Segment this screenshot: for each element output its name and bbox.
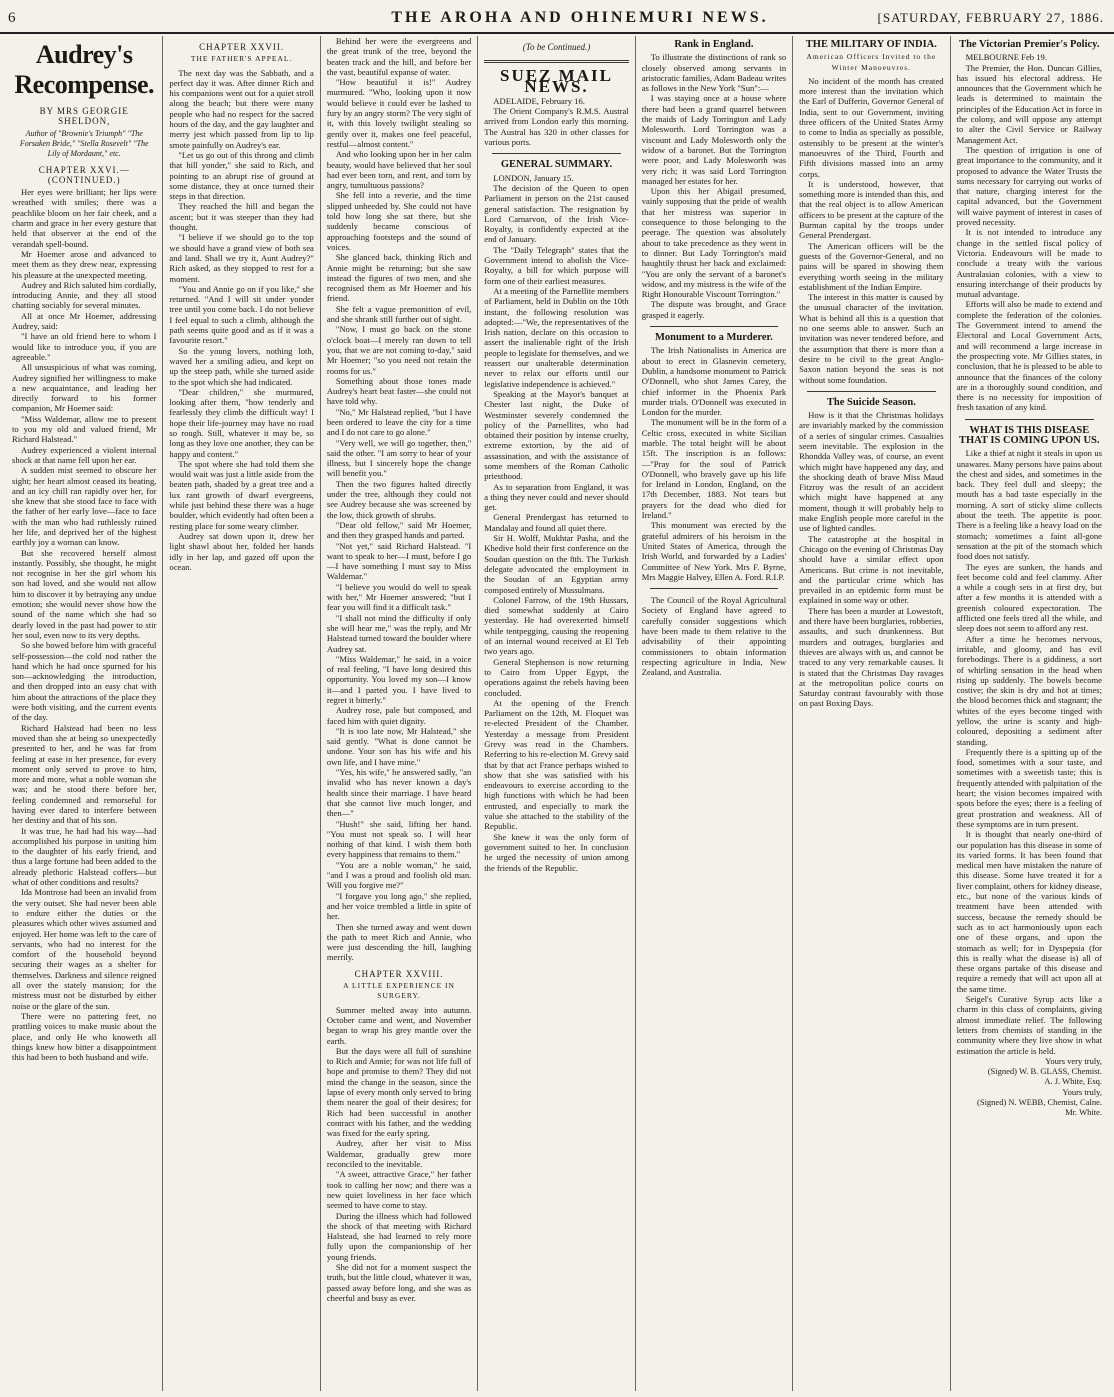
serial-title: Audrey's Recompense. <box>14 40 155 99</box>
paragraph: (Signed) W. B. GLASS, Chemist. <box>987 1066 1102 1077</box>
paragraph: "You are a noble woman," he said, "and I was a proud and foolish old man. Will you forgive me?" <box>326 859 472 891</box>
paragraph: "Yes, his wife," he answered sadly, "an invalid who has never known a day's health since their marriage. I have heard that she cannot live much longer, and then—" <box>326 767 472 819</box>
chapter-heading: CHAPTER XXVIII. <box>354 968 444 979</box>
paragraph: Audrey and Rich saluted him cordially, introducing Annie, and they all stood chatting sociably for several minutes. <box>12 279 157 311</box>
disease-signatures <box>957 1056 1102 1118</box>
paragraph: Audrey sat down upon it, drew her light shawl about her, folded her hands idly in her lap, and gazed off upon the ocean. <box>169 530 314 572</box>
paragraph: Behind her were the evergreens and the great trunk of the tree, beyond the beaten track and the hill, and before her the vast, beautiful expanse of water. <box>326 36 472 77</box>
paragraph: "Miss Waldemar," he said, in a voice of real feeling, "I have long desired this opportunity. You loved my son—I know it—and I parted you. I have lived to regret it bitterly." <box>326 653 472 705</box>
paragraph: She knew it was the only form of government suited to her. In conclusion he urged the necessity of union among the friends of the Republic. <box>484 831 629 873</box>
disease-text <box>957 448 1102 1056</box>
paragraph: Audrey experienced a violent internal shock at that name fell upon her ear. <box>12 444 157 465</box>
paragraph: Ida Montrose had been an invalid from the very outset. She had never been able to endure either the duties or the pleasures which other wives assumed and enjoyed. Her home was left to the care of servants, who had no interest for the comfort of the household beyond securing their wages as a shelter for themselves. Darkness and silence reigned all over the stately mansion; for the mistress must not be disturbed by either noise or the glare of the sun. <box>12 887 157 1011</box>
paragraph: The next day was the Sabbath, and a perfect day it was. After dinner Rich and his companions went out for a quiet stroll along the beach; but there were many people who had no respect for the sacred hours of the day, and the gay laughter and merry jest which passed from lip to lip smote painfully on Audrey's ear. <box>169 67 314 150</box>
paragraph: The Irish Nationalists in America are about to erect in Glasnevin cemetery, Dublin, a handsome monument to Patrick O'Donnell, who shot James Carey, the chief informer in the Phoenix Park murder trials. O'Donnell was executed in London for the murder. <box>641 345 787 418</box>
serial-text-a <box>12 187 156 1062</box>
divider <box>650 588 778 589</box>
paragraph: "I forgave you long ago," she replied, and her voice trembled a little in spite of her. <box>326 890 472 922</box>
paragraph: Yours truly, <box>1062 1086 1102 1097</box>
paragraph: Her eyes were brilliant; her lips were wreathed with smiles; there was a peachlike bloom on her fair cheek, and a charm and grace in her every gesture that held that observer at the end of the verandah spell-bound. <box>12 187 157 249</box>
paragraph: At the opening of the French Parliament on the 12th, M. Floquet was re-elected President of the Chamber. Yesterday a message from President Grevy was read in the Chambers. Referring to his re-election M. Grevy said that by that act France perhaps wished to show that she was satisfied with his endeavours to exercise according to the high functions with which he had been entrusted, and especially to mark the value she attached to the stability of the Republic. <box>484 697 629 832</box>
paragraph: All unsuspicious of what was coming, Audrey signified her willingness to make a new acquaintance, and leading her directly forward to his former companion, Mr Hoemer said: <box>12 362 157 414</box>
column-7 <box>951 36 1108 1391</box>
paragraph: The dispute was brought, and Grace grasped it eagerly. <box>641 299 787 320</box>
serial-text-e <box>327 1005 471 1304</box>
paragraph: "Very well, we will go together, then," said the other. "I am sorry to hear of your illness, but I sincerely hope the change will benefit you." <box>326 437 472 479</box>
suicide-text <box>799 410 943 709</box>
suicide-heading: The Suicide Season. <box>826 396 916 408</box>
paragraph: The question of irrigation is one of great importance to the community, and it proposed to advance the Water Trusts the sums necessary for carrying out works of that nature, charging interest for the capital advanced, but the Government will waive payment of interest in cases of proved necessity. <box>956 144 1102 228</box>
paragraph: So the young lovers, nothing loth, waved her a smiling adieu, and kept on up the steep path, while she turned aside to the spot which she had indicated. <box>169 345 314 387</box>
divider <box>484 60 628 63</box>
masthead <box>0 4 1114 34</box>
paragraph: It is thought that nearly one-third of our population has this disease in some of its varied forms. It has been found that medical men have mistaken the nature of this disease. Some have treated it for a liver complaint, others for kidney disease, etc., but none of the various kinds of treatment have been attended with success, because the remedy should be such as to act harmoniously upon each one of these organs, and upon the stomach as well; for in Dyspepsia (for this is really what the disease is) all of these organs partake of this disease and require a remedy that will act upon all at the same time. <box>956 829 1102 994</box>
paragraph: Upon this her Abigail presumed, vainly supposing that the pride of wealth that her mistress was superior in consequence to those belonging to the peerage. The question was absolutely about to take precedence as they went in to dinner. But Lady Torrington's maid haughtily thrust her back and exclaimed: "You are only the servant of a baronet's widow, and my mistress is the wife of the Right Honourable Viscount Torrington." <box>641 186 787 300</box>
victorian-text <box>957 63 1102 413</box>
paragraph: Audrey, after her visit to Miss Waldemar, gradually grew more reconciled to the inevitable. <box>326 1138 472 1170</box>
paragraph: The Premier, the Hon. Duncan Gillies, has issued his electoral address. He announces that the Government which he leads is determined to maintain the principles of the Education Act in force in the colony, and will oppose any attempt to alter the Civil Service or Railway Management Act. <box>956 62 1102 145</box>
paragraph: "Miss Waldemar, allow me to present to you my old and valued friend, Mr Richard Halstead." <box>12 413 157 445</box>
military-text <box>799 76 943 385</box>
paragraph: Mr Hoemer arose and advanced to meet them as they drew near, expressing his pleasure at the unexpected meeting. <box>12 248 157 280</box>
paragraph: "Let us go out of this throng and climb that hill yonder," she said to Rich, and pointing to an abrupt rise of ground at some distance, they at once turned their steps in that direction. <box>169 149 314 202</box>
issue-date: [SATURDAY, FEBRUARY 27, 1886. <box>877 10 1104 25</box>
column-6 <box>793 36 950 1391</box>
paragraph: I was staying once at a house where there had been a grand quarrel between the maids of Lady Torrington and Lady Molesworth. Lord Torrington was a viscount and Lady Molesworth only the widow of a baronet. But the Torrington were poor, and Lady Molesworth was very rich; it was said Lord Torrington managed her estates for her. <box>641 93 787 186</box>
victorian-dateline: MELBOURNE Feb 19. <box>965 52 1047 63</box>
paragraph: "No," Mr Halstead replied, "but I have been ordered to leave the city for a time and I do not care to go alone." <box>326 406 472 438</box>
paragraph: They reached the hill and began the ascent; but it was steeper than they had thought. <box>169 201 314 233</box>
serial-byline: BY MRS GEORGIE SHELDON, <box>39 106 129 127</box>
military-subheading: American Officers Invited to the Winter Manoeuvres. <box>806 52 937 72</box>
paragraph: A. J. White, Esq. <box>1044 1076 1102 1087</box>
divider <box>965 419 1094 420</box>
paragraph: There were no pattering feet, no prattling voices to make music about the place, and only He who knoweth all things knew how bitter a disappointment this had been to both husband and wife. <box>12 1010 157 1063</box>
paragraph: Speaking at the Mayor's banquet at Chester last night, the Duke of Westminster severely condemned the policy of the Parnellites, who had obtained their position by intense cruelty, extreme extortion, by the aid of assassination, and with the assistance of some members of the Roman Catholic priesthood. <box>484 388 629 482</box>
column-5 <box>636 36 793 1391</box>
paragraph: "I believe if we should go to the top we should have a grand view of both sea and land. Shall we try it, Aunt Audrey?" Rich asked, as they stopped to rest for a moment. <box>169 232 314 284</box>
disease-heading: WHAT IS THIS DISEASE THAT IS COMING UPON US. <box>959 424 1100 446</box>
paragraph: So she bowed before him with graceful self-possession—the cold nod rather the hand which he had once spurned for his son—acknowledging the introduction, and then dropped into an easy chat with him about the attractions of the place they were both visiting, and the current events of the day. <box>12 640 157 723</box>
rank-heading: Rank in England. <box>674 39 754 50</box>
paragraph: Efforts will also be made to extend and complete the federation of the colonies. The Government intend to amend the Electoral and Local Government Acts, and will recommend a large increase in the prospecting vote. Mr Gillies states, in conclusion, that he is pleased to be able to announce that the finances of the colony are in a thoroughly sound condition, and there is no necessity for imposition of fresh taxation of any kind. <box>956 299 1102 413</box>
paragraph: It was true, he had had his way—had accomplished his purpose in uniting him to the daughter of his early friend, and thus a large fortune had been added to the already plethoric Halstead coffers—but what of other conditions and results? <box>12 825 157 888</box>
paragraph: The American officers will be the guests of the Governor-General, and no pains will be spared in showing them everything worth seeing in the military establishment of the Indian Empire. <box>799 240 944 292</box>
summary-heading: GENERAL SUMMARY. <box>500 159 613 171</box>
summary-dateline: LONDON, January 15. <box>493 172 574 183</box>
paragraph: "Dear children," she murmured, looking after them, "how tenderly and fearlessly they climb the difficult way! I hope their life-journey may have no road so rough. Still, whatever it may be, so long as they love one another, they can be happy and content." <box>169 386 314 459</box>
paragraph: It is not intended to introduce any change in the settled fiscal policy of Victoria. Endeavours will be made to conclude a treaty with the various Australasian colonies, with a view to ensuring interchange of their products by mutual advantage. <box>956 227 1102 300</box>
agricultural-note: The Council of the Royal Agricultural Society of England have agreed to carefully consider suggestions which have been made to them relative to the advisability of their appointing commissioners to obtain information respecting agriculture in India, New Zealand, and Australia. <box>641 595 787 678</box>
column-3 <box>321 36 478 1391</box>
paragraph: Summer melted away into autumn. October came and went, and November began to wrap his grey mantle over the earth. <box>326 1004 472 1046</box>
paragraph: She fell into a reverie, and the time slipped unheeded by. She could not have told how long she sat there, but she suddenly became conscious of approaching footsteps and the sound of voices. <box>326 190 472 252</box>
divider <box>492 153 620 154</box>
paragraph: There has been a murder at Lowestoft, and there have been burglaries, robberies, assaults, and such drunkenness. But murders and outrages, burglaries and thieves are always with us, and cannot be traced to any very remarkable causes. It is stated that the Christmas Day ravages at the metropolitan police courts on Saturday contrast favourably with those on past Boxing Days. <box>799 605 944 709</box>
paragraph: The eyes are sunken, the hands and feet become cold and feel clammy. After a while a cough sets in at first dry, but after a few months it is attended with a greenish coloured expectoration. The afflicted one feels tired all the while, and sleep does not seem to afford any rest. <box>956 561 1102 634</box>
paragraph: (Signed) N. WEBB, Chemist, Calne. <box>977 1096 1102 1107</box>
paragraph: "Hush!" she said, lifting her hand. "You must not speak so. I will hear nothing of that kind. I wish them both every happiness that remains to them." <box>326 818 472 860</box>
paragraph: But the days were all full of sunshine to Rich and Annie; for was not life full of hope and promise to them? They did not mind the change in the season, since the lapse of every month only served to bring them nearer the goal of their desires; for Rich had been successful in another contract with his father, and the wedding was fixed for the early spring. <box>326 1045 472 1139</box>
paragraph: General Stephenson is now returning to Cairo from Upper Egypt, the operations against the rebels having been concluded. <box>484 656 629 698</box>
paragraph: How is it that the Christmas holidays are invariably marked by the commission of a series of singular crimes. Casualties seem inevitable. The explosion in the Rhondda Valley was, of course, an event which might have happened any day, and the shocking death of brave Miss Maud Fitzroy was the result of an accident which might have happened at any moment, though it will probably help to make English people more careful in the use of lighted candles. <box>799 410 944 534</box>
paragraph: Audrey rose, pale but composed, and faced him with quiet dignity. <box>326 705 472 726</box>
rank-text <box>642 52 786 320</box>
paragraph: She did not for a moment suspect the truth, but the little cloud, whatever it was, passed away before long, and she was as cheerful and busy as ever. <box>326 1262 472 1303</box>
chapter-heading: CHAPTER XXVI.—(CONTINUED.) <box>38 164 130 185</box>
serial-text-d <box>327 582 471 963</box>
paragraph: Seigel's Curative Syrup acts like a charm in this class of complaints, giving almost immediate relief. The following letters from chemists of standing in the community where they live show in what estimation the article is held. <box>956 994 1102 1056</box>
paragraph: A sudden mist seemed to obscure her sight; her heart almost ceased its beating, and an icy chill ran rapidly over her, for she knew that she stood face to face with the father of her early love—face to face with the man who had ruthlessly ruined her life, and deprived her of the highest earthly joy a woman can know. <box>12 465 157 548</box>
paragraph: "Not yet," said Richard Halstead. "I want to speak to her—I must, before I go—I have something I must say to Miss Waldemar." <box>326 540 472 582</box>
serial-text-b <box>169 68 313 573</box>
paragraph: "Dear old fellow," said Mr Hoemer, and then they grasped hands and parted. <box>326 519 472 541</box>
victorian-heading: The Victorian Premier's Policy. <box>959 39 1100 50</box>
serial-text-c <box>327 36 471 582</box>
paragraph: Yours very truly, <box>1045 1055 1102 1066</box>
paragraph: The monument will be in the form of a Celtic cross, executed in white Sicilian marble. The total height will be about 15ft. The inscription is as follows:—"Pray for the soul of Patrick O'Donnell, who bravely gave up his life for Ireland in London, England, on the 17th December, 1883. Not tears but prayers for the dead who died for Ireland." <box>641 417 787 521</box>
paragraph: The spot where she had told them she would wait was just a little aside from the beaten path, shaded by a great tree and a lux rant growth of dwarf evergreens, while just behind these there was a huge boulder, which evidently had often been a resting place for some weary climber. <box>169 458 314 531</box>
paragraph: All at once Mr Hoemer, addressing Audrey, said: <box>12 310 157 332</box>
paragraph: But she recovered herself almost instantly. Possibly, she thought, he might not recognise in her the girl whom his son had loved, and she would not allow him to discover it by betraying any undue emotion; she would never show how the sound of the name which she had so dearly loved in the past had power to stir her soul, even now to its very depths. <box>12 547 157 640</box>
paragraph: "How beautiful it is!" Audrey murmured. "Who, looking upon it now would believe it could ever be lashed to fury by an angry storm? The very sight of it, with this lovely twilight stealing so gently over it, makes one feel peaceful, restful—almost content." <box>326 77 472 149</box>
paragraph: "I believe you would do well to speak with her," Mr Hoemer answered; "but I fear you will find it a difficult task." <box>326 581 472 613</box>
column-grid <box>6 36 1108 1391</box>
paragraph: And who looking upon her in her calm beauty, would have believed that her soul had ever been torn, and rent, and torn by angry, tumultuous passions? <box>326 149 472 191</box>
paragraph: Then she turned away and went down the path to meet Rich and Annie, who were just descending the hill, laughing merrily. <box>326 921 472 963</box>
paragraph: Something about those tones made Audrey's heart beat faster—she could not have told why. <box>326 375 472 407</box>
paragraph: She glanced back, thinking Rich and Annie might be returning; but she saw instead the figures of two men, and she recognised them as Mr Hoemer and his friend. <box>326 252 472 304</box>
suez-dateline: ADELAIDE, February 16. <box>493 95 585 106</box>
column-2 <box>163 36 320 1391</box>
suez-heading: SUEZ MAIL NEWS. <box>500 66 613 96</box>
paragraph: Then the two figures halted directly under the tree, although they could not see Audrey because she was screened by the low, thick growth of shrubs. <box>326 478 472 520</box>
paragraph: "I shall not mind the difficulty if only she will hear me," was the reply, and Mr Halstead turned toward the boulder where Audrey sat. <box>326 612 472 654</box>
chapter-heading: CHAPTER XXVII. <box>199 42 285 52</box>
paragraph: Like a thief at night it steals in upon us unawares. Many persons have pains about the chest and sides, and sometimes in the back. They feel dull and sleepy; the mouth has a bad taste especially in the morning. A sort of sticky slime collects about the teeth. The appetite is poor. There is a feeling like a heavy load on the stomach; sometimes a faint all-gone sensation at the pit of the stomach which food does not satisfy. <box>956 448 1102 562</box>
monument-text <box>642 345 786 582</box>
paragraph: At a meeting of the Parnellite members of Parliament, held in Dublin on the 10th instant, the following resolution was adopted:—"We, the representatives of the Irish nation, declare on this occasion to assert the inalienable right of the Irish people to legislate for themselves, and we reassert our unalterable determination never to relax our efforts until our legislative independence is achieved." <box>484 285 629 389</box>
paragraph: It is understood, however, that something more is intended than this, and that the real object is to allow American officers to be present at the capture of the Burman capital by the troops under General Prendergast. <box>799 178 944 241</box>
paragraph: The interest in this matter is caused by the unusual character of the invitation. What is behind all this is a question that no one seems able to answer. Such an invitation was never tendered before, and the assumption that there is more than a desire to be civil to the great Anglo-Saxon nation beyond the seas is not without some foundation. <box>799 292 944 385</box>
paragraph: To illustrate the distinctions of rank so closely observed among servants in aristocratic families, Adam Badeau writes as follows in the New York "Sun":— <box>641 52 787 94</box>
monument-heading: Monument to a Murderer. <box>655 332 773 344</box>
paragraph: The "Daily Telegraph" states that the Government intend to abolish the Vice-Royalty, a bill for which purpose will form one of their earliest measures. <box>484 244 629 286</box>
chapter-subtitle: THE FATHER'S APPEAL. <box>190 54 293 64</box>
paragraph: This monument was erected by the grateful admirers of his heroism in the United States of America, through the Irish World, and forwarded by a Ladies' Committee of New York. Mrs F. Byrne, Mrs Maggie Halvey, Ellen A. Ford. R.I.P. <box>641 520 787 582</box>
chapter-subtitle: A LITTLE EXPERIENCE IN SURGERY. <box>343 981 455 1001</box>
paragraph: She felt a vague premonition of evil, and she shrank still further out of sight. <box>326 303 472 325</box>
paragraph: The decision of the Queen to open Parliament in person on the 21st caused general satisfaction. The resignation by Lord Carnarvon, of the Irish Vice-Royalty, is confidently expected at the end of January. <box>484 182 629 245</box>
serial-author-note: Author of "Brownie's Triumph" "The Forsaken Bride," "Stella Rosevelt" "The Lily of Mordaunt," etc. <box>19 128 149 158</box>
paragraph: Mr. White. <box>1065 1107 1102 1118</box>
divider <box>650 326 778 327</box>
paragraph: The catastrophe at the hospital in Chicago on the evening of Christmas Day should have a similar effect upon Americans. But crime is not inevitable, and the particular crime which has prevailed in an epidemic form must be explained in some way or other. <box>799 533 944 606</box>
paragraph: "A sweet, attractive Grace," her father took to calling her now; and there was a new quiet loveliness in her face which seemed to have come to stay. <box>326 1169 472 1211</box>
suez-body: The Orient Company's R.M.S. Austral arrived from London early this morning. The Austral has 320 in other classes for various ports. <box>484 106 629 148</box>
paragraph: After a time he becomes nervous, irritable, and gloomy, and has evil forebodings. There is a giddiness, a sort of whirling sensation in the head when rising up suddenly. The bowels become costive; the skin is dry and hot at times; the blood becomes thick and stagnant; the whites of the eyes become tinged with yellow, the urine is scanty and high-coloured, depositing a sediment after standing. <box>956 633 1102 747</box>
paragraph: Colonel Farrow, of the 19th Hussars, died somewhat suddenly at Cairo yesterday. He had overexerted himself while tentpegging, causing the reopening of an internal wound received at El Teb two years ago. <box>484 594 629 657</box>
paragraph: Sir H. Wolff, Mukhtar Pasha, and the Khedive hold their first conference on the Soudan question on the 8th. The Turkish delegate advocated the employment in the Soudan of an Egyptian army composed entirely of Mussulmans. <box>484 533 629 595</box>
paragraph: "I have an old friend here to whom I would like to introduce you, if you are agreeable." <box>12 331 157 362</box>
paragraph: General Prendergast has returned to Mandalay and found all quiet there. <box>484 512 629 533</box>
paragraph: Richard Halstead had been no less moved than she at being so unexpectedly presented to her, and he was far from feeling at ease in her presence, for every moment only served to prove to him, more and more, what a noble woman she was; and he stood there before her, feeling condemned and remorseful for having ever dared to interfere between her destiny and that of his son. <box>12 722 157 826</box>
column-4 <box>478 36 635 1391</box>
paragraph: "Now, I must go back on the stone o'clock boat—I merely ran down to tell you, that we are not coming to-day," said Mr Hoemer; "so you need not retain the rooms for us." <box>326 324 472 376</box>
paragraph: "It is too late now, Mr Halstead," she said gently. "What is done cannot be undone. Your son has his wife and his own life, and I have mine." <box>326 725 472 767</box>
paragraph: As to separation from England, it was a thing they never could and never should get. <box>484 481 629 513</box>
newspaper-title: THE AROHA AND OHINEMURI NEWS. <box>391 9 769 26</box>
paragraph: During the illness which had followed the shock of that meeting with Richard Halstead, she had learned to rely more fully upon the companionship of her young friends. <box>326 1210 472 1262</box>
summary-text <box>484 183 628 873</box>
column-1 <box>6 36 163 1391</box>
military-heading: THE MILITARY OF INDIA. <box>805 39 937 50</box>
divider <box>807 391 935 392</box>
paragraph: No incident of the month has created more interest than the invitation which the Earl of Dufferin, Governor General of India, sent to our Government, inviting three officers of the United States Army to come to India as specially as possible, ostensibly to be present at the winter's manoeuvres of the Third, Fourth and Fifth divisions massed into an army corps. <box>799 75 944 179</box>
paragraph: Frequently there is a spitting up of the food, sometimes with a sour taste, and sometimes with a sweetish taste; this is frequently attended with palpitation of the heart; the vision becomes impaired with spots before the eyes; there is a feeling of great prostration and weakness. All of these symptoms are in turn present. <box>956 746 1102 829</box>
paragraph: "You and Annie go on if you like," she returned. "And I will sit under yonder tree until you come back. I do not believe I feel equal to such a climb, although the path seems quite good and as if it was a favourite resort." <box>169 283 314 346</box>
continued-note: (To be Continued.) <box>522 42 591 52</box>
page-number: 6 <box>8 10 16 26</box>
